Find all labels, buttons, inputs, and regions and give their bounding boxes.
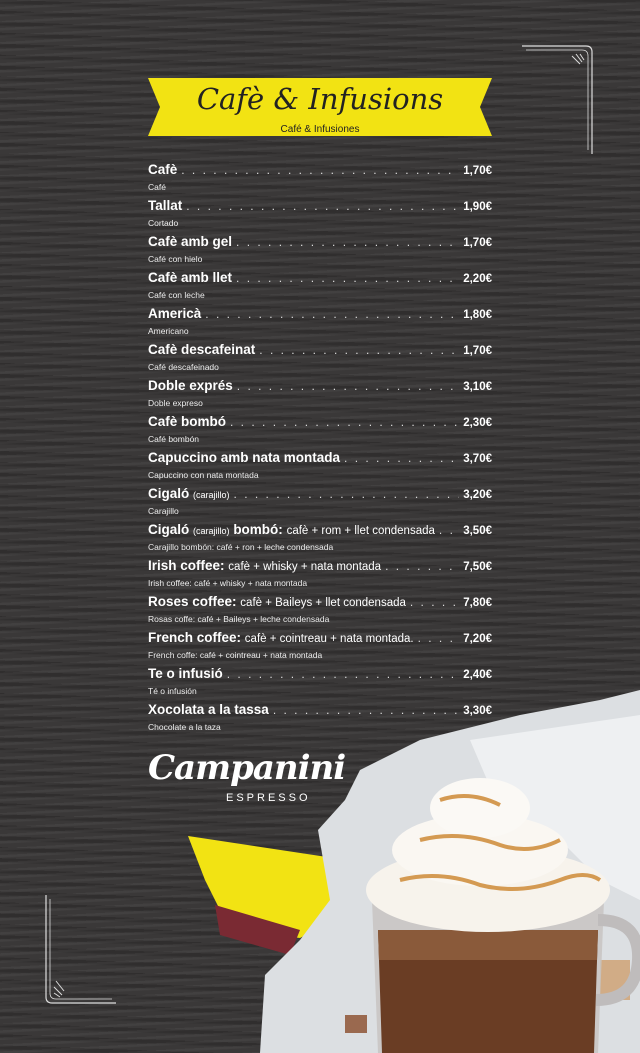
- item-price: 7,50€: [463, 561, 492, 573]
- item-name: Te o infusió: [148, 666, 223, 681]
- item-name-text-2: bombó:: [233, 522, 283, 537]
- page-subtitle: Café & Infusiones: [280, 124, 360, 135]
- item-translation: Café descafeinado: [148, 362, 219, 372]
- item-price: 1,70€: [463, 237, 492, 249]
- item-name-text: Cigaló: [148, 522, 190, 537]
- item-translation: Rosas coffe: café + Baileys + leche condensada: [148, 614, 330, 624]
- item-name: Americà: [148, 306, 202, 321]
- logo-wordmark: Campanini: [148, 748, 346, 788]
- page-title: Cafè & Infusions: [196, 82, 444, 116]
- item-note: (carajillo): [193, 490, 230, 500]
- item-name: Cafè amb gel: [148, 234, 233, 249]
- item-name-text: Roses coffee:: [148, 594, 237, 609]
- item-translation: Irish coffee: café + whisky + nata montada: [148, 578, 308, 588]
- item-name-text: French coffee:: [148, 630, 242, 645]
- item-price: 2,40€: [463, 669, 492, 681]
- logo-tagline: ESPRESSO: [226, 792, 311, 804]
- item-translation: Café: [148, 182, 166, 192]
- item-description: cafè + rom + llet condensada: [286, 525, 435, 537]
- chocolate-piece: [345, 1015, 367, 1033]
- whipped-cream-top: [430, 778, 530, 838]
- item-translation: Doble expreso: [148, 398, 203, 408]
- item-price: 2,20€: [463, 273, 492, 285]
- item-price: 7,20€: [463, 633, 492, 645]
- item-price: 7,80€: [463, 597, 492, 609]
- item-name: Tallat: [148, 198, 183, 213]
- mug-chocolate-top: [378, 930, 598, 960]
- item-price: 1,90€: [463, 201, 492, 213]
- item-translation: Carajillo: [148, 506, 179, 516]
- item-translation: Americano: [148, 326, 189, 336]
- item-price: 3,70€: [463, 453, 492, 465]
- item-name: Cafè bombó: [148, 414, 227, 429]
- item-price: 3,50€: [463, 525, 492, 537]
- item-translation: Café con hielo: [148, 254, 203, 264]
- item-price: 1,70€: [463, 345, 492, 357]
- item-translation: Café bombón: [148, 434, 200, 444]
- item-name: Doble exprés: [148, 378, 233, 393]
- item-price: 1,70€: [463, 165, 492, 177]
- item-translation: Té o infusión: [148, 686, 197, 696]
- item-price: 1,80€: [463, 309, 492, 321]
- item-translation: Carajillo bombón: café + ron + leche condensada: [148, 542, 334, 552]
- item-name: Cafè: [148, 162, 178, 177]
- item-translation: Chocolate a la taza: [148, 722, 221, 732]
- item-description: cafè + whisky + nata montada: [228, 561, 382, 573]
- item-note: (carajillo): [193, 526, 230, 536]
- item-name-text: Cigaló: [148, 486, 190, 501]
- item-price: 3,30€: [463, 705, 492, 717]
- item-price: 3,10€: [463, 381, 492, 393]
- item-name: Cafè descafeinat: [148, 342, 256, 357]
- item-translation: Café con leche: [148, 290, 205, 300]
- item-name: Capuccino amb nata montada: [148, 450, 341, 465]
- item-translation: French coffe: café + cointreau + nata montada: [148, 650, 323, 660]
- item-translation: Cortado: [148, 218, 179, 228]
- item-description: cafè + cointreau + nata montada.: [244, 633, 414, 645]
- item-description: cafè + Baileys + llet condensada: [240, 597, 406, 609]
- item-name: Cafè amb llet: [148, 270, 233, 285]
- item-name-text: Irish coffee:: [148, 558, 225, 573]
- item-translation: Capuccino con nata montada: [148, 470, 259, 480]
- item-price: 3,20€: [463, 489, 492, 501]
- item-name: Xocolata a la tassa: [148, 702, 269, 717]
- item-price: 2,30€: [463, 417, 492, 429]
